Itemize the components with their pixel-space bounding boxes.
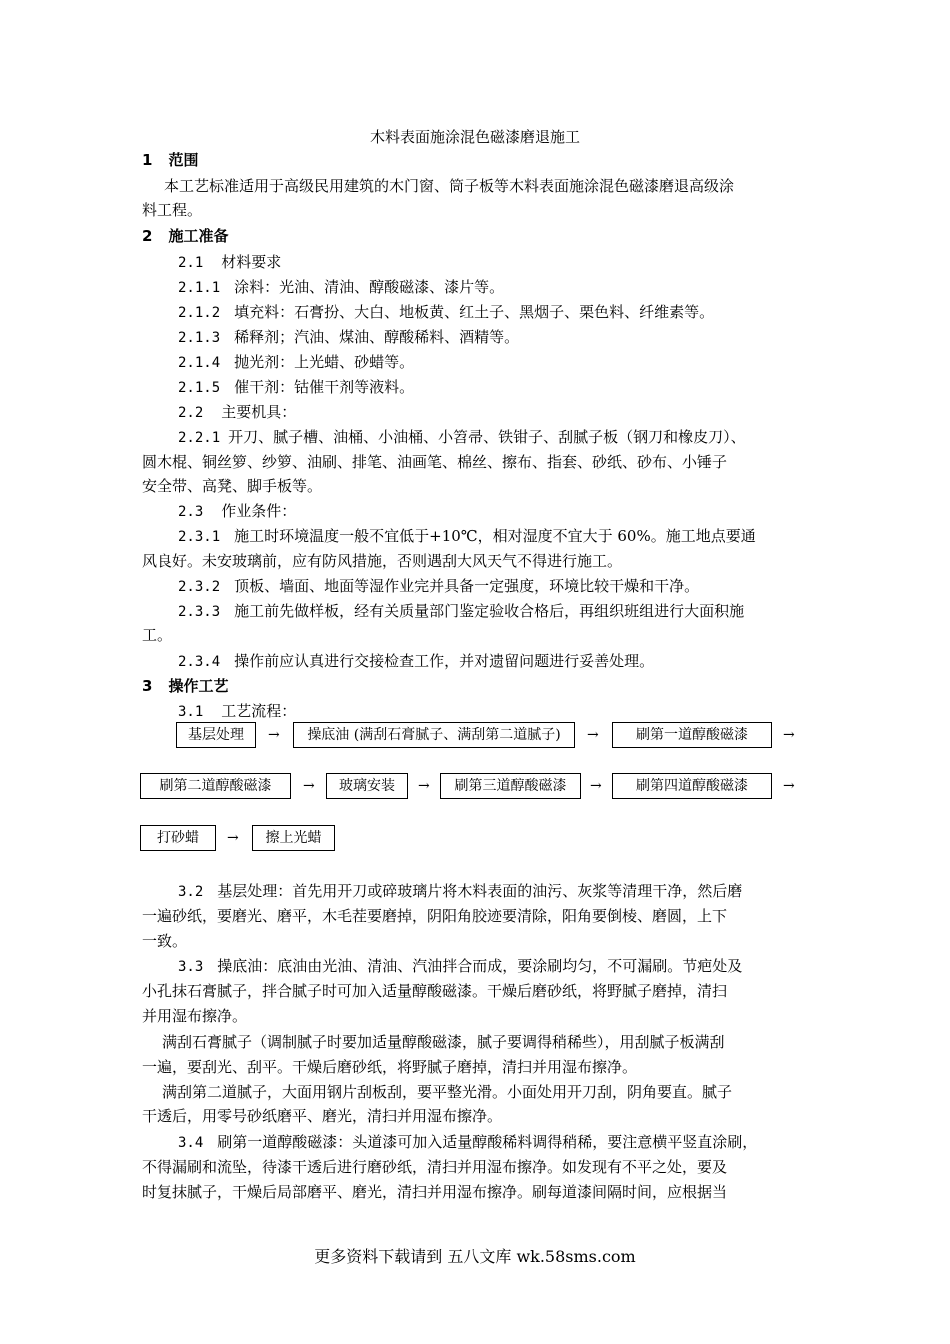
paragraph-line: 时复抹腻子，干燥后局部磨平、磨光，清扫并用湿布擦净。刷每道漆间隔时间，应根据当: [142, 1183, 728, 1201]
item-2-3-1: 2.3.1 施工时环境温度一般不宜低于+10℃，相对湿度不宜大于 60%。施工地点要通: [178, 527, 756, 545]
document-title: 木料表面施涂混色磁漆磨退施工: [369, 128, 580, 146]
subsection-2-1: 2.1 材料要求: [178, 253, 282, 271]
flow-arrow-icon: →: [418, 778, 430, 794]
item-2-1-1: 2.1.1 涂料：光油、清油、醇酸磁漆、漆片等。: [178, 278, 505, 296]
item-2-3-3: 2.3.3 施工前先做样板，经有关质量部门鉴定验收合格后，再组织班组进行大面积施: [178, 602, 745, 620]
item-2-1-2: 2.1.2 填充料：石膏扮、大白、地板黄、红土子、黑烟子、栗色料、纤维素等。: [178, 303, 715, 321]
paragraph-line: 一遍砂纸，要磨光、磨平，木毛茬要磨掉，阴阳角胶迹要清除，阳角要倒棱、磨圆，上下: [142, 907, 728, 925]
item-2-3-2: 2.3.2 顶板、墙面、地面等湿作业完并具备一定强度，环境比较干燥和干净。: [178, 577, 700, 595]
section-3-heading: 3 操作工艺: [142, 677, 229, 695]
flow-step-polish-wax: 擦上光蜡: [252, 825, 335, 851]
paragraph-line: 本工艺标准适用于高级民用建筑的木门窗、筒子板等木料表面施涂混色磁漆磨退高级涂: [164, 177, 735, 195]
flow-arrow-icon: →: [783, 727, 795, 743]
paragraph-line: 圆木棍、铜丝箩、纱箩、油刷、排笔、油画笔、棉丝、擦布、指套、砂纸、砂布、小锤子: [142, 453, 728, 471]
flow-step-coat-4: 刷第四道醇酸磁漆: [612, 773, 772, 799]
section-1-heading: 1 范围: [142, 151, 199, 169]
flow-arrow-icon: →: [783, 778, 795, 794]
flow-step-glass-install: 玻璃安装: [326, 773, 408, 799]
paragraph-line: 满刮石膏腻子（调制腻子时要加适量醇酸磁漆，腻子要调得稍稀些），用刮腻子板满刮: [162, 1033, 725, 1051]
flow-step-coat-2: 刷第二道醇酸磁漆: [140, 773, 291, 799]
flow-step-coat-3: 刷第三道醇酸磁漆: [440, 773, 581, 799]
paragraph-line: 料工程。: [142, 201, 203, 219]
flow-step-coat-1: 刷第一道醇酸磁漆: [612, 722, 772, 748]
flow-arrow-icon: →: [590, 778, 602, 794]
flow-step-primer: 操底油 (满刮石膏腻子、满刮第二道腻子): [293, 722, 575, 748]
footer-download-notice: 更多资料下载请到 五八文库 wk.58sms.com: [314, 1247, 636, 1266]
paragraph-line: 不得漏刷和流坠，待漆干透后进行磨砂纸，清扫并用湿布擦净。如发现有不平之处，要及: [142, 1158, 728, 1176]
section-2-heading: 2 施工准备: [142, 227, 229, 245]
paragraph-line: 并用湿布擦净。: [142, 1007, 248, 1025]
item-3-2: 3.2 基层处理：首先用开刀或碎玻璃片将木料表面的油污、灰浆等清理干净，然后磨: [178, 882, 743, 900]
paragraph-line: 满刮第二道腻子，大面用钢片刮板刮，要平整光滑。小面处用开刀刮，阴角要直。腻子: [162, 1083, 733, 1101]
flow-arrow-icon: →: [227, 830, 239, 846]
flow-step-base-treatment: 基层处理: [176, 722, 256, 748]
item-2-1-4: 2.1.4 抛光剂：上光蜡、砂蜡等。: [178, 353, 415, 371]
flow-arrow-icon: →: [303, 778, 315, 794]
paragraph-line: 干透后，用零号砂纸磨平、磨光，清扫并用湿布擦净。: [142, 1107, 503, 1125]
item-3-4: 3.4 刷第一道醇酸磁漆：头道漆可加入适量醇酸稀料调得稍稀，要注意横平竖直涂刷，: [178, 1133, 758, 1151]
flow-step-sand-wax: 打砂蜡: [140, 825, 216, 851]
paragraph-line: 一遍，要刮光、刮平。干燥后磨砂纸，将野腻子磨掉，清扫并用湿布擦净。: [142, 1058, 638, 1076]
item-2-1-3: 2.1.3 稀释剂；汽油、煤油、醇酸稀料、酒精等。: [178, 328, 520, 346]
paragraph-line: 工。: [142, 626, 173, 644]
paragraph-line: 小孔抹石膏腻子，拌合腻子时可加入适量醇酸磁漆。干燥后磨砂纸，将野腻子磨掉，清扫: [142, 982, 728, 1000]
flow-arrow-icon: →: [268, 727, 280, 743]
item-2-3-4: 2.3.4 操作前应认真进行交接检查工作，并对遗留问题进行妥善处理。: [178, 652, 655, 670]
paragraph-line: 风良好。未安玻璃前，应有防风措施，否则遇刮大风天气不得进行施工。: [142, 552, 623, 570]
subsection-3-1: 3.1 工艺流程：: [178, 702, 297, 720]
flow-arrow-icon: →: [587, 727, 599, 743]
subsection-2-2: 2.2 主要机具：: [178, 403, 297, 421]
item-2-1-5: 2.1.5 催干剂：钴催干剂等液料。: [178, 378, 415, 396]
item-2-2-1: 2.2.1 开刀、腻子槽、油桶、小油桶、小笤帚、铁钳子、刮腻子板（钢刀和橡皮刀）、: [178, 428, 746, 446]
item-3-3: 3.3 操底油：底油由光油、清油、汽油拌合而成，要涂刷均匀，不可漏刷。节疤处及: [178, 957, 743, 975]
paragraph-line: 一致。: [142, 932, 188, 950]
paragraph-line: 安全带、高凳、脚手板等。: [142, 477, 323, 495]
subsection-2-3: 2.3 作业条件：: [178, 502, 297, 520]
